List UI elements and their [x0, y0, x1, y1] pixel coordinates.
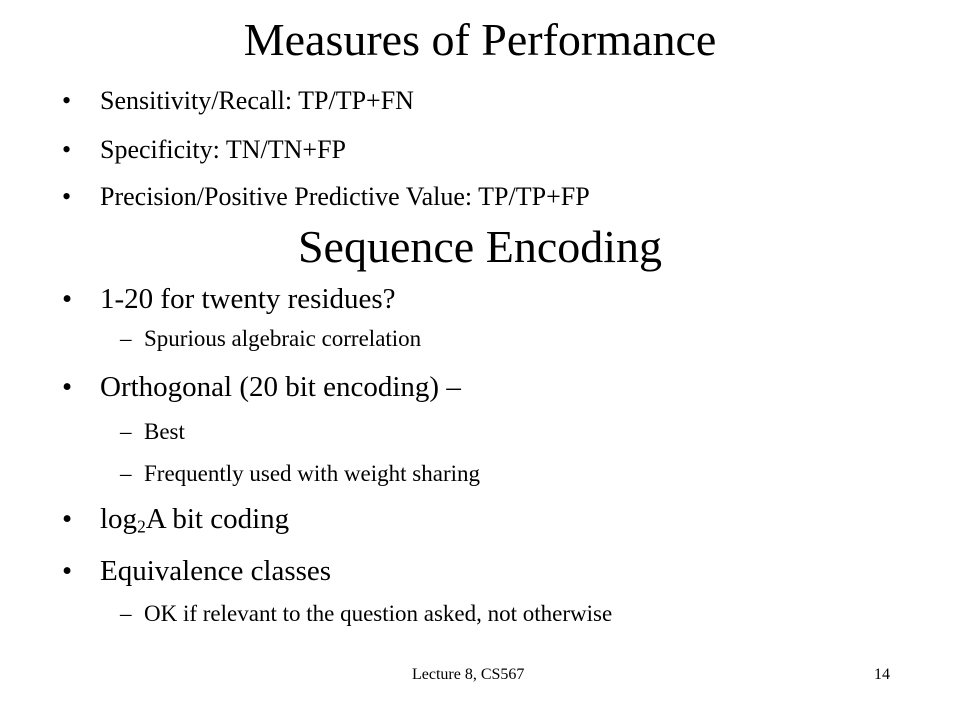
sub-bullet-text: Best	[144, 419, 185, 444]
bullet-text-log: log	[100, 503, 138, 535]
bullet-dot: •	[62, 503, 73, 535]
sub-bullet-dash: –	[120, 419, 132, 444]
bullet-log-coding	[62, 502, 289, 536]
bullet-precision	[62, 180, 590, 214]
bullet-text: Sensitivity/Recall: TP/TP+FN	[100, 86, 414, 115]
sub-bullet-ok-if-relevant	[120, 600, 612, 628]
footer-lecture: Lecture 8, CS567	[412, 666, 525, 683]
bullet-dot: •	[62, 371, 73, 403]
bullet-specificity	[62, 133, 346, 167]
bullet-text: Specificity: TN/TN+FP	[100, 135, 347, 164]
bullet-text: Precision/Positive Predictive Value: TP/TP+FP	[100, 182, 590, 211]
bullet-dot: •	[62, 283, 73, 315]
sub-bullet-dash: –	[120, 601, 132, 626]
bullet-dot: •	[62, 86, 72, 115]
bullet-text: Orthogonal (20 bit encoding) –	[100, 371, 461, 403]
sub-bullet-spurious	[120, 325, 421, 353]
bullet-one-to-twenty	[62, 282, 396, 316]
bullet-sensitivity	[62, 84, 414, 118]
sub-bullet-text: Spurious algebraic correlation	[144, 326, 422, 351]
sub-bullet-weight-sharing	[120, 460, 480, 488]
bullet-dot: •	[62, 135, 72, 164]
slide-title-sequence-encoding: Sequence Encoding	[297, 221, 663, 272]
sub-bullet-dash: –	[120, 326, 132, 351]
bullet-equivalence	[62, 554, 331, 588]
bullet-dot: •	[62, 555, 73, 587]
sub-bullet-text: OK if relevant to the question asked, not otherwise	[144, 601, 613, 626]
bullet-orthogonal	[62, 370, 461, 404]
log-subscript: 2	[137, 516, 146, 537]
sub-bullet-best	[120, 418, 185, 446]
bullet-dot: •	[62, 182, 72, 211]
slide-title-measures: Measures of Performance	[243, 14, 717, 65]
sub-bullet-text: Frequently used with weight sharing	[144, 461, 481, 486]
sub-bullet-dash: –	[120, 461, 132, 486]
bullet-text: 1-20 for twenty residues?	[100, 283, 396, 315]
bullet-text: Equivalence classes	[100, 555, 332, 587]
page-number: 14	[874, 666, 890, 683]
bullet-text-rest: A bit coding	[145, 503, 290, 535]
